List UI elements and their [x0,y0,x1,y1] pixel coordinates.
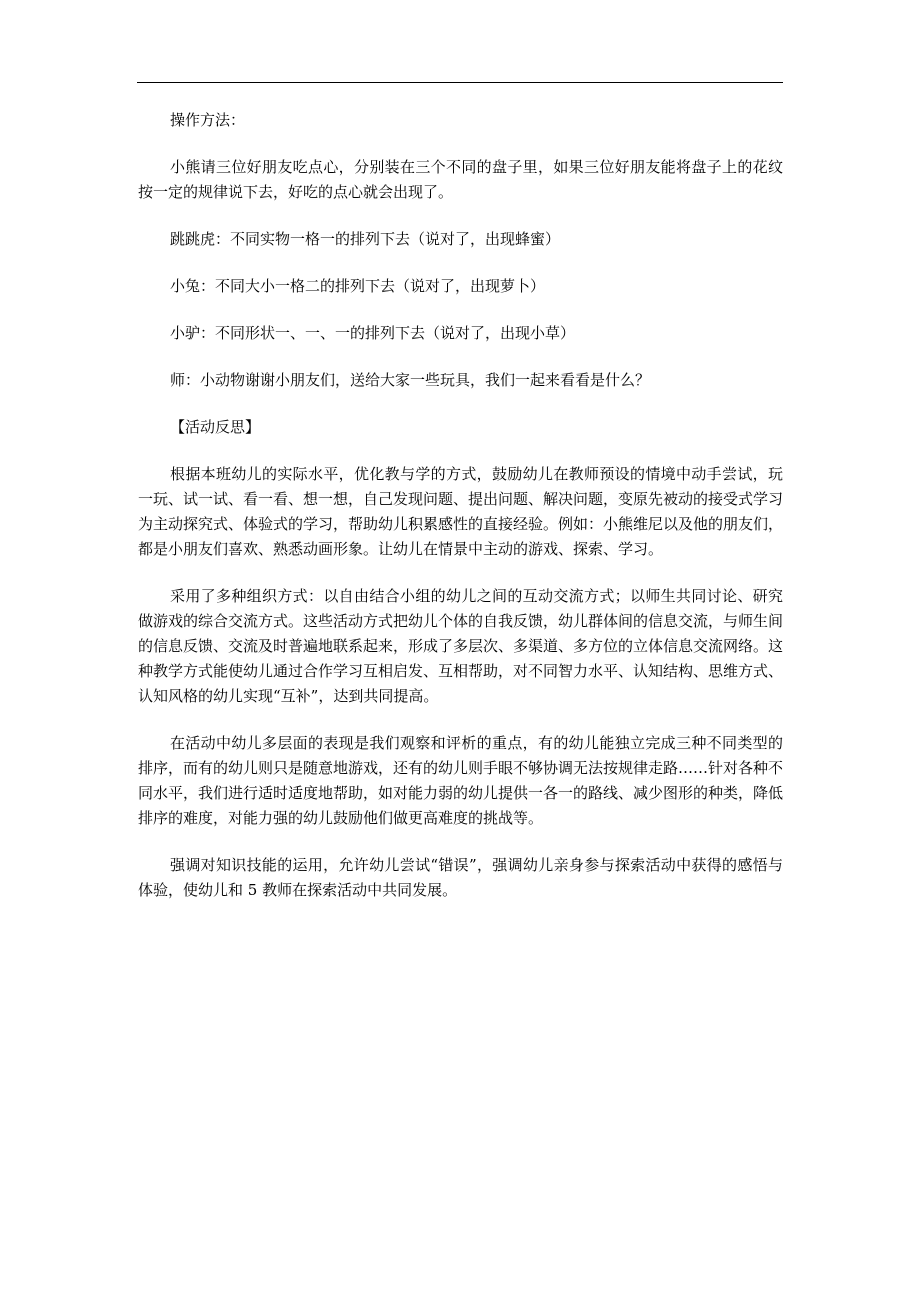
paragraph-teacher: 师：小动物谢谢小朋友们，送给大家一些玩具，我们一起来看看是什么？ [170,371,651,389]
paragraph-donkey: 小驴：不同形状一、一、一的排列下去（说对了，出现小草） [170,324,576,342]
paragraph-tigger: 跳跳虎：不同实物一格一的排列下去（说对了，出现蜂蜜） [170,230,561,248]
paragraph-reflection-4: 强调对知识技能的运用，允许幼儿尝试“错误”，强调幼儿亲身参与探索活动中获得的感悟与体验，使幼儿和 5 教师在探索活动中共同发展。 [138,856,783,899]
document-body [138,108,783,925]
paragraph-reflection-3: 在活动中幼儿多层面的表现是我们观察和评析的重点，有的幼儿能独立完成三种不同类型的排序，而有的幼儿则只是随意地游戏，还有的幼儿则手眼不够协调无法按规律走路……针对各种不同水平，我们进行适时适度地帮助，如对能力弱的幼儿提供一各一的路线、减少图形的种类，降低排序的难度，对能力强的幼儿鼓励他们做更高难度的挑战等。 [138,734,784,827]
paragraph-bear-snack: 小熊请三位好朋友吃点心，分别装在三个不同的盘子里，如果三位好朋友能将盘子上的花纹按一定的规律说下去，好吃的点心就会出现了。 [138,158,783,201]
header-rule [137,82,783,83]
section-heading-reflection: 【活动反思】 [170,418,261,436]
paragraph-method-heading: 操作方法： [170,111,246,129]
paragraph-rabbit: 小兔：不同大小一格二的排列下去（说对了，出现萝卜） [170,277,546,295]
paragraph-reflection-2: 采用了多种组织方式：以自由结合小组的幼儿之间的互动交流方式；以师生共同讨论、研究做游戏的综合交流方式。这些活动方式把幼儿个体的自我反馈，幼儿群体间的信息交流，与师生间的信息反馈、交流及时普遍地联系起来，形成了多层次、多渠道、多方位的立体信息交流网络。这种教学方式能使幼儿通过合作学习互相启发、互相帮助，对不同智力水平、认知结构、思维方式、认知风格的幼儿实现“互补”，达到共同提高。 [138,587,784,705]
paragraph-reflection-1: 根据本班幼儿的实际水平，优化教与学的方式，鼓励幼儿在教师预设的情境中动手尝试，玩一玩、试一试、看一看、想一想，自己发现问题、提出问题、解决问题，变原先被动的接受式学习为主动探究式、体验式的学习，帮助幼儿积累感性的直接经验。例如：小熊维尼以及他的朋友们，都是小朋友们喜欢、熟悉动画形象。让幼儿在情景中主动的游戏、探索、学习。 [138,465,784,558]
